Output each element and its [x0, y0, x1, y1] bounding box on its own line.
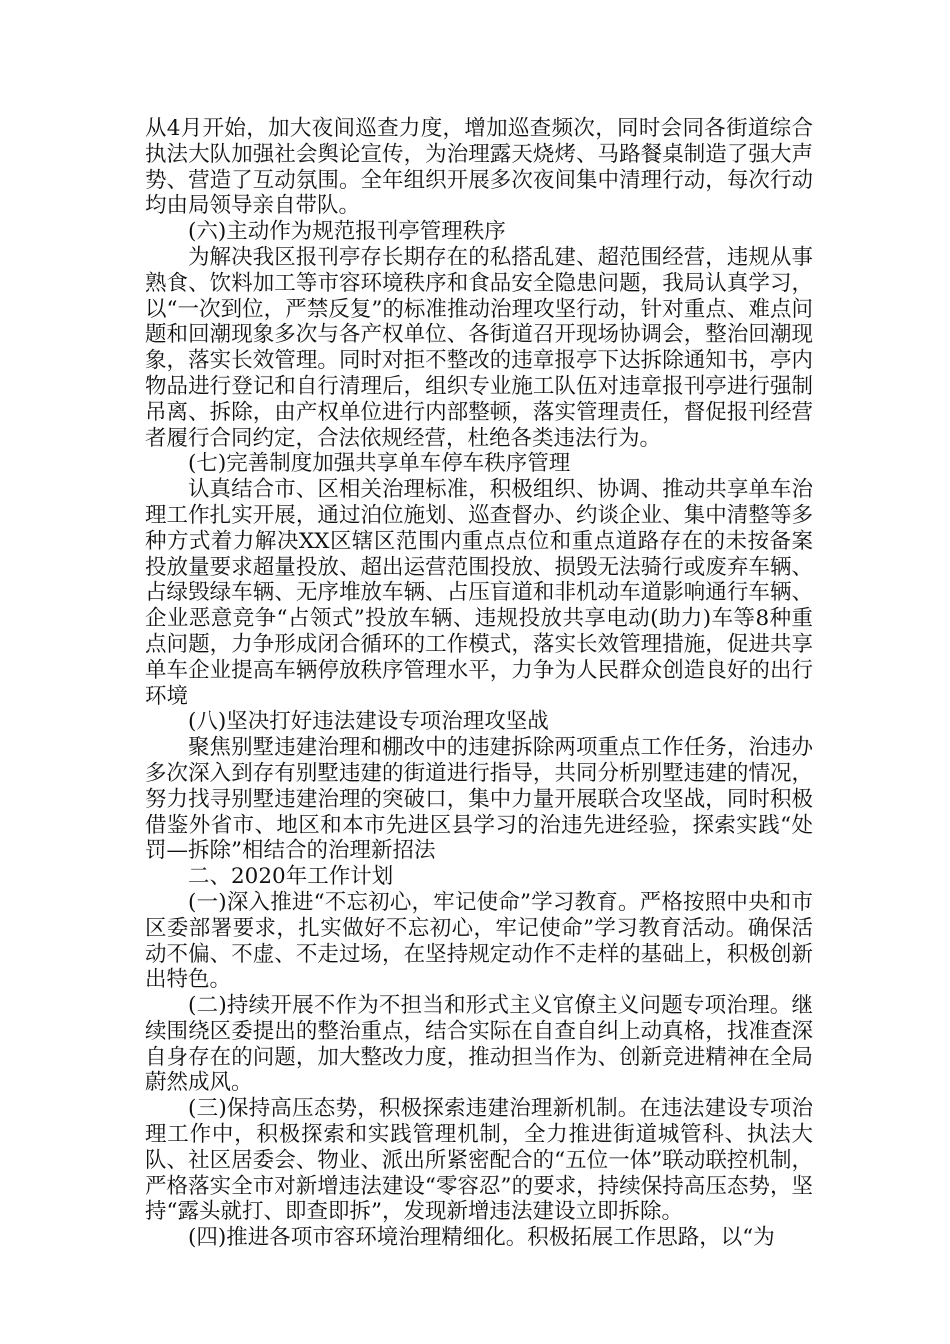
paragraph-shared-bikes: 认真结合市、区相关治理标准，积极组织、协调、推动共享单车治理工作扎实开展，通过泊位施划、巡查督办、约谈企业、集中清整等多种方式着力解决XX区辖区范围内重点点位和重点道路存在的未按备案投放量要求超量投放、超出运营范围投放、损毁无法骑行或废弃车辆、占绿毁绿车辆、无序堆放车辆、占压盲道和非机动车道影响通行车辆、企业恶意竞争“占领式”投放车辆、违规投放共享电动(助力)车等8种重点问题，力争形成闭合循环的工作模式，落实长效管理措施，促进共享单车企业提高车辆停放秩序管理水平，力争为人民群众创造良好的出行环境: [145, 477, 813, 709]
paragraph-plan-1: (一)深入推进“不忘初心，牢记使命”学习教育。严格按照中央和市区委部署要求，扎实做好不忘初心，牢记使命”学习教育活动。确保活动不偏、不虚、不走过场，在坚持规定动作不走样的基础上，积极创新出特色。: [145, 889, 813, 993]
paragraph-illegal-construction: 聚焦别墅违建治理和棚改中的违建拆除两项重点工作任务，治违办多次深入到存有别墅违建的街道进行指导，共同分析别墅违建的情况，努力找寻别墅违建治理的突破口，集中力量开展联合攻坚战，同时积极借鉴外省市、地区和本市先进区县学习的治违先进经验，探索实践“处罚—拆除”相结合的治理新招法: [145, 735, 813, 864]
heading-illegal-construction: (八)坚决打好违法建设专项治理攻坚战: [188, 709, 549, 735]
paragraph-newsstand: 为解决我区报刊亭存长期存在的私搭乱建、超范围经营，违规从事熟食、饮料加工等市容环境秩序和食品安全隐患问题，我局认真学习，以“一次到位，严禁反复”的标准推动治理攻坚行动，针对重点、难点问题和回潮现象多次与各产权单位、各街道召开现场协调会，整治回潮现象，落实长效管理。同时对拒不整改的违章报亭下达拆除通知书，亭内物品进行登记和自行清理后，组织专业施工队伍对违章报刊亭进行强制吊离、拆除，由产权单位进行内部整顿，落实管理责任，督促报刊经营者履行合同约定，合法依规经营，杜绝各类违法行为。: [145, 244, 813, 451]
paragraph-night-patrol: 从4月开始，加大夜间巡查力度，增加巡查频次，同时会同各街道综合执法大队加强社会舆论宣传，为治理露天烧烤、马路餐桌制造了强大声势、营造了互动氛围。全年组织开展多次夜间集中清理行动，每次行动均由局领导亲自带队。: [145, 116, 813, 219]
heading-work-plan-2020: 二、2020年工作计划: [188, 864, 394, 890]
heading-newsstand: (六)主动作为规范报刊亭管理秩序: [188, 219, 506, 245]
document-body: [145, 116, 813, 1251]
paragraph-plan-2: (二)持续开展不作为不担当和形式主义官僚主义问题专项治理。继续围绕区委提出的整治重点，结合实际在自查自纠上动真格，找准查深自身存在的问题，加大整改力度，推动担当作为、创新竞进精神在全局蔚然成风。: [145, 993, 813, 1096]
paragraph-plan-4: (四)推进各项市容环境治理精细化。积极拓展工作思路，以“为: [188, 1225, 775, 1251]
paragraph-plan-3: (三)保持高压态势，积极探索违建治理新机制。在违法建设专项治理工作中，积极探索和实践管理机制，全力推进街道城管科、执法大队、社区居委会、物业、派出所紧密配合的“五位一体”联动联控机制，严格落实全市对新增违法建设“零容忍”的要求，持续保持高压态势，坚持“露头就打、即查即拆”，发现新增违法建设立即拆除。: [145, 1096, 813, 1225]
heading-shared-bikes: (七)完善制度加强共享单车停车秩序管理: [188, 451, 571, 477]
